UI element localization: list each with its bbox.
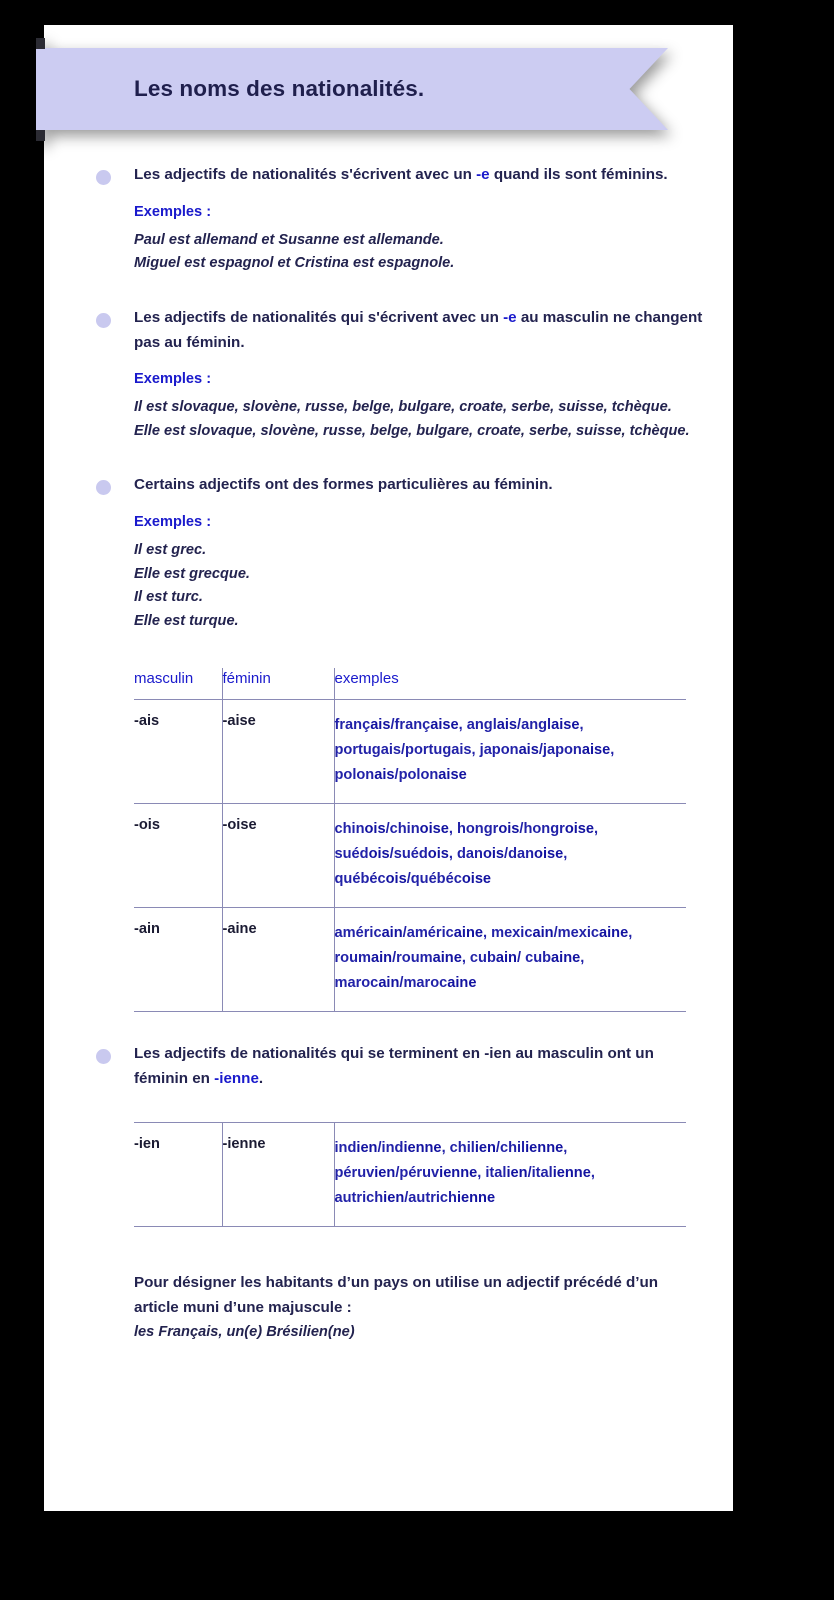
- bullet-row: [92, 163, 712, 188]
- table-row: [134, 1122, 686, 1226]
- example-line: Elle est turque.: [134, 612, 239, 629]
- examples-label-1: Exemples :: [134, 203, 212, 220]
- examples-list-3: [134, 539, 712, 634]
- column-header-masculin: masculin: [134, 668, 222, 700]
- cell-examples: français/française, anglais/anglaise, portugais/portugais, japonais/japonaise, polonais/polonaise: [334, 699, 686, 803]
- example-line: Il est grec.: [134, 542, 207, 559]
- bullet-dot-icon: [96, 170, 111, 185]
- examples-list-1: [134, 229, 712, 276]
- rule-text-2-pre: Les adjectifs de nationalités qui s'écrivent avec un: [134, 308, 504, 326]
- rule-block-3: [92, 473, 712, 633]
- bullet-dot-icon: [96, 480, 111, 495]
- cell-examples: américain/américaine, mexicain/mexicaine, roumain/roumaine, cubain/ cubaine, marocain/marocaine: [334, 908, 686, 1012]
- rule-text-1: [134, 163, 712, 188]
- rule-block-4: [92, 1042, 712, 1091]
- rule-text-4-pre: Les adjectifs de nationalités qui se terminent en -ien au masculin ont un féminin en: [134, 1045, 654, 1088]
- cell-feminin: -aise: [222, 699, 334, 803]
- examples-label-3: Exemples :: [134, 514, 212, 531]
- table-row: [134, 699, 686, 803]
- content-column: [92, 163, 712, 1340]
- cell-masculin: -ien: [134, 1122, 222, 1226]
- spacer: [92, 1012, 712, 1042]
- bullet-row: [92, 473, 712, 498]
- example-line: Il est turc.: [134, 589, 203, 606]
- suffix-table-ien: [134, 1122, 686, 1227]
- examples-list-2: [134, 396, 712, 443]
- suffix-table-main: [134, 668, 686, 1013]
- example-line: Paul est allemand et Susanne est allemande.: [134, 231, 444, 248]
- rule-text-2-highlight: -e: [503, 308, 517, 326]
- closing-lead: Pour désigner les habitants d’un pays on utilise un adjectif précédé d’un article muni d’une majuscule :: [134, 1274, 659, 1316]
- cell-examples: indien/indienne, chilien/chilienne, péruvien/péruvienne, italien/italienne, autrichien/autrichienne: [334, 1122, 686, 1226]
- spacer: [92, 443, 712, 473]
- rule-text-1-highlight: -e: [476, 166, 490, 183]
- column-header-exemples: exemples: [334, 668, 686, 700]
- banner-fold-tab-top: [36, 38, 45, 49]
- example-line: Miguel est espagnol et Cristina est espagnole.: [134, 255, 455, 272]
- rule-block-2: [92, 306, 712, 444]
- rule-text-2: [134, 306, 712, 355]
- table-row: [134, 908, 686, 1012]
- title-banner: [36, 48, 668, 130]
- rule-text-4-highlight: -ienne: [214, 1070, 259, 1088]
- bullet-row: [92, 306, 712, 355]
- cell-masculin: -ais: [134, 699, 222, 803]
- closing-sample: les Français, un(e) Brésilien(ne): [134, 1324, 355, 1341]
- cell-masculin: -ain: [134, 908, 222, 1012]
- bullet-dot-icon: [96, 1049, 111, 1064]
- cell-examples: chinois/chinoise, hongrois/hongroise, suédois/suédois, danois/danoise, québécois/québécoise: [334, 803, 686, 907]
- column-header-feminin: féminin: [222, 668, 334, 700]
- examples-label-2: Exemples :: [134, 371, 212, 388]
- rule-text-1-pre: Les adjectifs de nationalités s'écrivent avec un: [134, 166, 477, 183]
- cell-feminin: -oise: [222, 803, 334, 907]
- rule-text-4: [134, 1042, 712, 1091]
- bullet-row: [92, 1042, 712, 1091]
- rule-block-1: [92, 163, 712, 276]
- table-header-row: [134, 668, 686, 700]
- rule-text-2-post: au masculin ne changent pas au féminin.: [134, 308, 703, 351]
- cell-feminin: -ienne: [222, 1122, 334, 1226]
- rule-text-3: [134, 473, 712, 498]
- example-line: Il est slovaque, slovène, russe, belge, bulgare, croate, serbe, suisse, tchèque.: [134, 399, 672, 416]
- rule-text-1-post: quand ils sont féminins.: [489, 166, 668, 183]
- cell-feminin: -aine: [222, 908, 334, 1012]
- banner-fold-tab-bottom: [36, 130, 45, 141]
- banner-notch-shape: [598, 48, 668, 130]
- spacer: [92, 276, 712, 306]
- rule-text-4-post: .: [258, 1070, 264, 1088]
- rule-text-3-pre: Certains adjectifs ont des formes particulières au féminin.: [134, 476, 553, 494]
- table-row: [134, 803, 686, 907]
- cell-masculin: -ois: [134, 803, 222, 907]
- closing-note: [134, 1271, 694, 1340]
- example-line: Elle est slovaque, slovène, russe, belge, bulgare, croate, serbe, suisse, tchèque.: [134, 422, 690, 439]
- bullet-dot-icon: [96, 313, 111, 328]
- page-title: Les noms des nationalités.: [134, 76, 425, 101]
- example-line: Elle est grecque.: [134, 565, 250, 582]
